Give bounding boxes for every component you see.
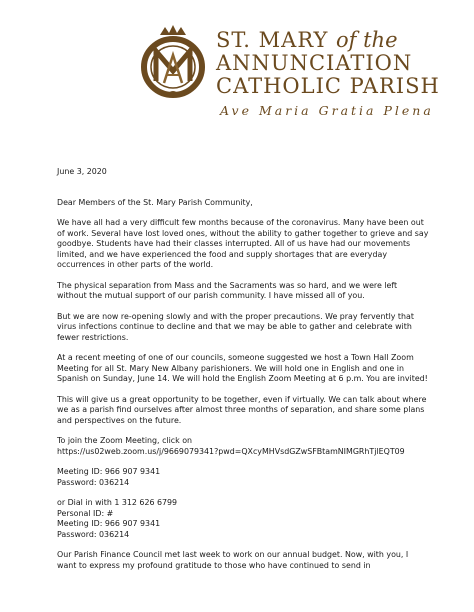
parish-name-of-the: of the	[336, 28, 398, 52]
paragraph-town-hall: At a recent meeting of one of our councils, someone suggested we host a Town Hall Zoom Meeting for all St. Mary New Albany parishioners. We will hold one in English and one in Spanish on Sunday, June 14. We will hold the English Zoom Meeting at 6 p.m. You are invited!	[57, 353, 428, 383]
paragraph-difficult-months: We have all had a very difficult few months because of the coronavirus. Many have been out of work. Several have lost loved ones, without the ability to gather together to grieve and say goodbye. Students have had their classes interrupted. All of us have had our movements limited, and we have experienced the food and supply shortages that are everyday occurrences in other parts of the world.	[57, 218, 429, 269]
parish-name-line-3: CATHOLIC PARISH	[216, 74, 440, 98]
zoom-meeting-link[interactable]: https://us02web.zoom.us/j/9669079341?pwd=QXcyMHVsdGZwSFBtamNIMGRhTjlEQT09	[57, 446, 405, 456]
password-text: Password: 036214	[57, 477, 130, 487]
parish-motto: Ave Maria Gratia Plena	[220, 103, 434, 118]
dial-in-meeting-id-text: Meeting ID: 966 907 9341	[57, 519, 161, 528]
meeting-credentials-block	[57, 467, 429, 488]
paragraph-separation: The physical separation from Mass and the Sacraments was so hard, and we were left without the mutual support of our parish community. I have missed all of you.	[57, 280, 398, 300]
dial-in-block	[57, 498, 429, 540]
letterhead	[138, 25, 438, 125]
letter-date: June 3, 2020	[57, 167, 107, 176]
parish-name-line-1	[216, 29, 398, 51]
dial-in-text: or Dial in with 1 312 626 6799	[57, 498, 178, 507]
dial-in-password-text: Password: 036214	[57, 529, 130, 539]
personal-id-text: Personal ID: #	[57, 508, 114, 518]
meeting-id-text: Meeting ID: 966 907 9341	[57, 467, 161, 476]
marian-monogram-logo-icon	[138, 25, 208, 99]
paragraph-opportunity: This will give us a great opportunity to be together, even if virtually. We can talk about where we as a parish find ourselves after almost three months of separation, and share some plans and perspectives on the future.	[57, 394, 427, 425]
letter-salutation: Dear Members of the St. Mary Parish Community,	[57, 197, 253, 207]
paragraph-finance-council: Our Parish Finance Council met last week to work on our annual budget. Now, with you, I want to express my profound gratitude to those who have continued to send in	[57, 550, 409, 570]
zoom-join-block	[57, 436, 429, 457]
paragraph-reopening: But we are now re-opening slowly and with the proper precautions. We pray fervently that virus infections continue to decline and that we may be able to gather and celebrate with fewer restrictions.	[57, 311, 414, 342]
parish-name-line-2: ANNUNCIATION	[216, 51, 413, 75]
letter-body	[57, 167, 429, 581]
zoom-intro-text: To join the Zoom Meeting, click on	[57, 436, 193, 445]
parish-name-st-mary: ST. MARY	[216, 28, 337, 52]
